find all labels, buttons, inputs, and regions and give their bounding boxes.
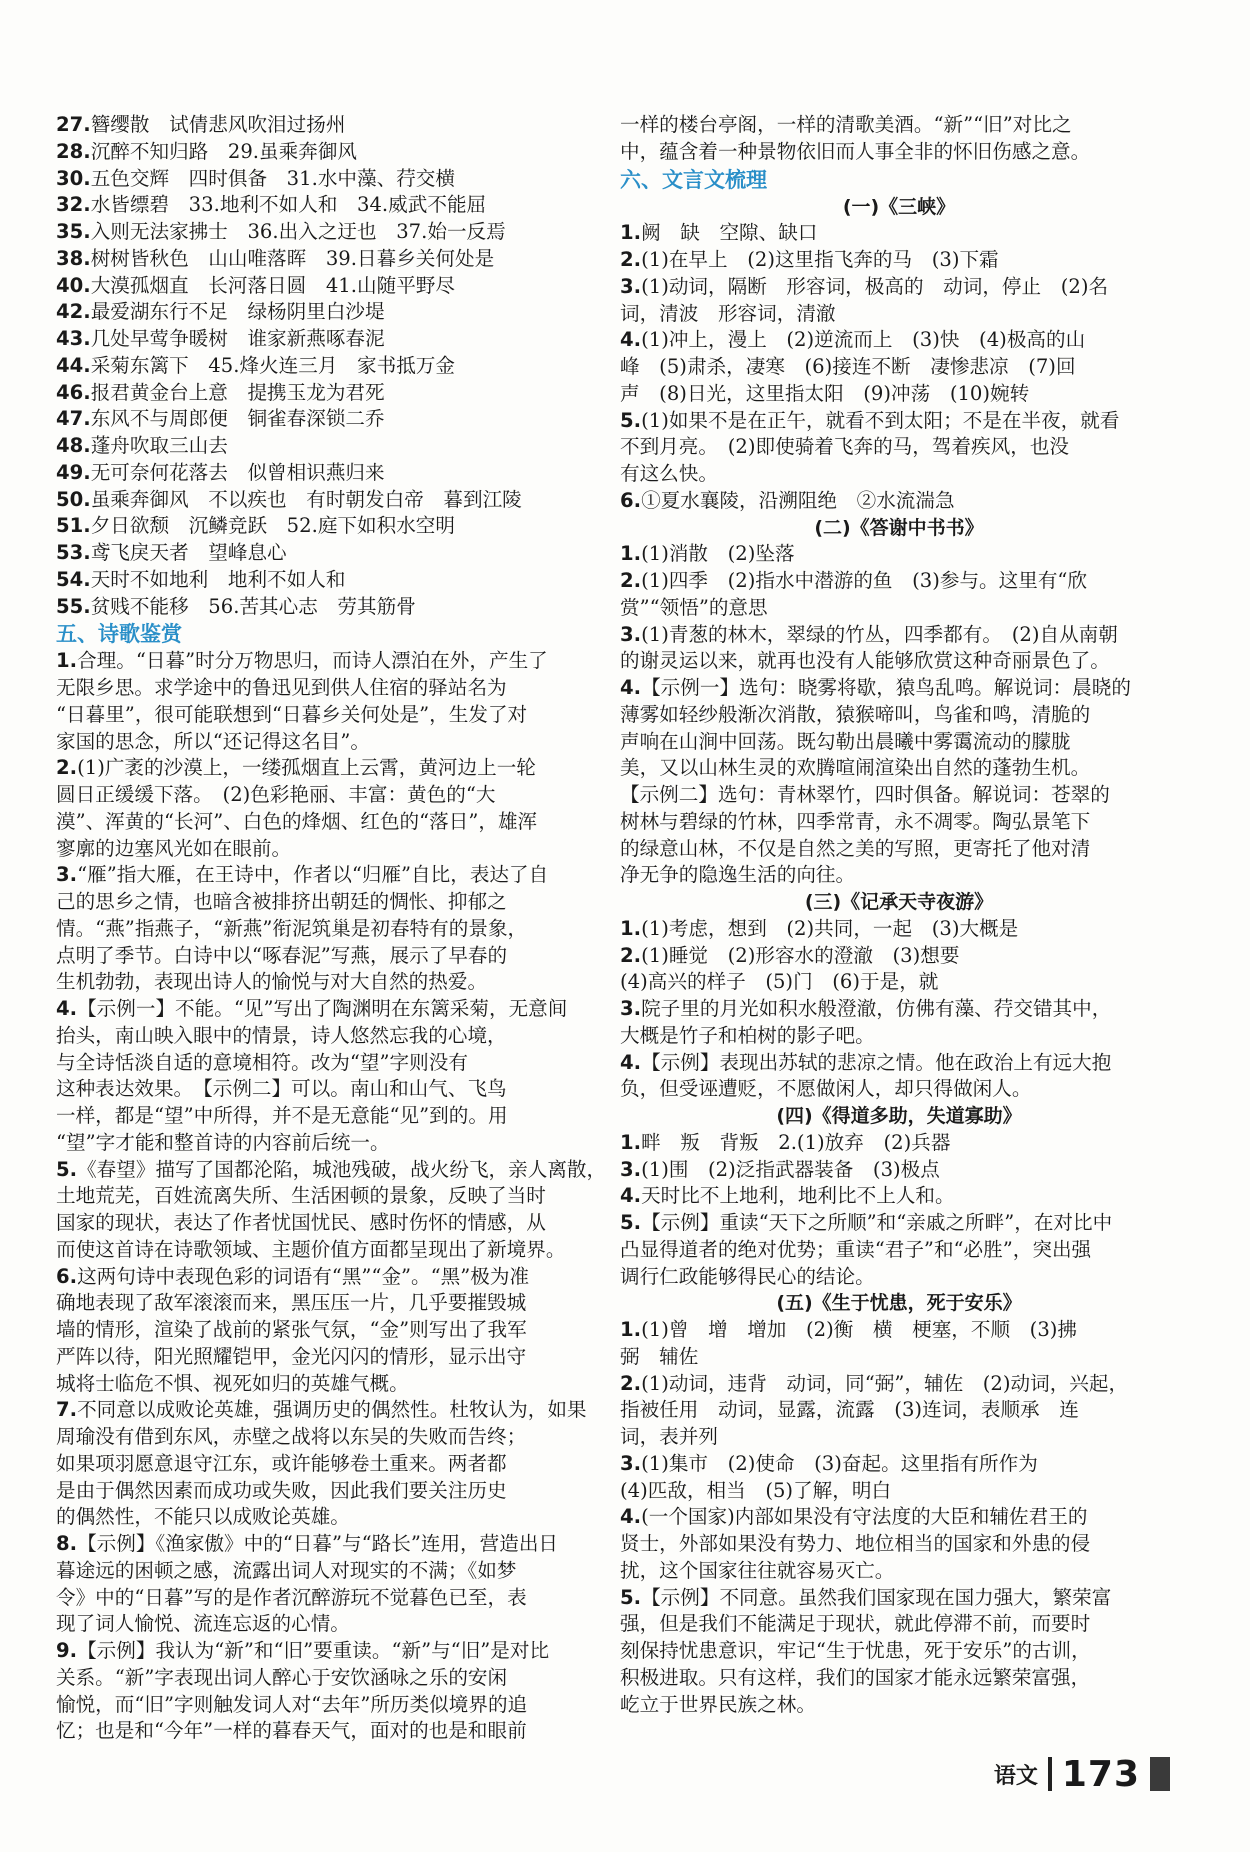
answer-text: 令》中的“日暮”写的是作者沉醉游玩不觉暮色已至，表: [56, 1585, 527, 1609]
item-number: 2.: [620, 569, 642, 592]
answer-line: [620, 1130, 1178, 1157]
answer-text: 净无争的隐逸生活的向往。: [620, 863, 856, 887]
answer-line: [620, 541, 1178, 568]
item-number: 49.: [56, 460, 91, 484]
answer-line: [620, 1050, 1178, 1077]
answer-line: [620, 381, 1178, 408]
answer-line: [56, 353, 608, 380]
answer-line: [620, 1264, 1178, 1291]
item-number: 53.: [56, 541, 91, 564]
answer-line: [56, 1424, 608, 1451]
answer-line: [56, 139, 608, 166]
item-number: 3.: [620, 1451, 642, 1475]
answer-text: 现了词人愉悦、流连忘返的心情。: [56, 1612, 350, 1636]
answer-text: 水皆缥碧 33.地利不如人和 34.威武不能屈: [90, 193, 487, 217]
answer-line: [56, 567, 608, 594]
answer-line: [56, 889, 608, 916]
answer-text: 的绿意山林，不仅是自然之美的写照，更寄托了他对清: [620, 836, 1091, 860]
answer-text: 采菊东篱下 45.烽火连三月 家书抵万金: [90, 353, 455, 377]
item-number: 50.: [56, 487, 91, 511]
answer-text: 【示例】《渔家傲》中的“日暮”与“路长”连用，营造出日: [77, 1532, 559, 1555]
answer-text: 负，但受诬遭贬，不愿做闲人，却只得做闲人。: [620, 1077, 1032, 1101]
answer-text: 一样的楼台亭阁，一样的清歌美酒。“新”“旧”对比之: [620, 113, 1072, 136]
item-number: 40.: [56, 273, 91, 297]
item-number: 55.: [56, 594, 91, 618]
item-number: 4.: [56, 997, 78, 1020]
answer-text: 无限乡思。求学途中的鲁迅见到供人住宿的驿站名为: [56, 676, 507, 699]
answer-line: [620, 1504, 1178, 1531]
answer-text: 寥廓的边塞风光如在眼前。: [56, 836, 292, 860]
answer-text: 《春望》描写了国都沦陷，城池残破，战火纷飞，亲人离散，: [77, 1157, 607, 1181]
item-number: 5.: [620, 408, 642, 432]
item-number: 47.: [56, 407, 91, 431]
answer-text: (1)考虑，想到 (2)共同，一起 (3)大概是: [641, 916, 1019, 940]
answer-text: 国家的现状，表达了作者忧国忧民、感时伤怀的情感，从: [56, 1211, 546, 1234]
answer-line: [56, 380, 608, 407]
answer-text: (4)高兴的样子 (5)门 (6)于是，就: [620, 970, 939, 994]
answer-text: 树树皆秋色 山山唯落晖 39.日暮乡关何处是: [90, 246, 495, 270]
answer-line: [56, 862, 608, 889]
item-number: 1.: [620, 221, 642, 245]
answer-line: [620, 1558, 1178, 1585]
answer-text: 词，清波 形容词，清澈: [620, 301, 836, 325]
answer-text: 【示例】表现出苏轼的悲凉之情。他在政治上有远大抱: [641, 1050, 1112, 1074]
answer-line: [56, 1130, 608, 1157]
answer-text: ①夏水襄陵，沿溯阻绝 ②水流湍急: [641, 488, 955, 512]
answer-line: [620, 488, 1178, 515]
answer-line: [56, 487, 608, 514]
answer-text: 指被任用 动词，显露，流露 (3)连词，表顺承 连: [620, 1398, 1079, 1422]
answer-text: 簪缨散 试倩悲风吹泪过扬州: [90, 113, 346, 136]
answer-line: [620, 274, 1178, 301]
answer-line: [56, 1478, 608, 1505]
answer-text: 最爱湖东行不足 绿杨阴里白沙堤: [90, 300, 385, 324]
answer-line: [56, 1638, 608, 1665]
answer-line: [56, 513, 608, 540]
answer-line: [56, 1371, 608, 1398]
answer-text: 周瑜没有借到东风，赤壁之战将以东吴的失败而告终；: [56, 1425, 527, 1448]
answer-line: [56, 1397, 608, 1424]
answer-line: [620, 729, 1178, 756]
item-number: 48.: [56, 434, 91, 457]
answer-line: [620, 434, 1178, 461]
answer-text: 不同意以成败论英雄，强调历史的偶然性。杜牧认为，如果: [77, 1398, 587, 1422]
answer-text: 确地表现了敌军滚滚而来，黑压压一片，几乎要摧毁城: [56, 1291, 527, 1315]
item-number: 32.: [56, 193, 91, 217]
answer-line: [620, 702, 1178, 729]
answer-text: 薄雾如轻纱般渐次消散，猿猴啼叫，鸟雀和鸣，清脆的: [620, 702, 1091, 726]
answer-line: [56, 433, 608, 460]
answer-line: [56, 675, 608, 702]
answer-text: 大漠孤烟直 长河落日圆 41.山随平野尽: [90, 273, 455, 297]
item-number: 6.: [56, 1264, 78, 1288]
answer-line: [620, 1317, 1178, 1344]
answer-text: 【示例一】选句：晓雾将歇，猿鸟乱鸣。解说词：晨晓的: [641, 676, 1131, 699]
answer-text: 积极进取。只有这样，我们的国家才能永远繁荣富强，: [620, 1665, 1091, 1689]
answer-line: [56, 996, 608, 1023]
answer-text: 家国的思念，所以“还记得这名目”。: [56, 729, 370, 753]
answer-line: [620, 1665, 1178, 1692]
answer-text: 【示例】不同意。虽然我们国家现在国力强大，繁荣富: [641, 1585, 1112, 1609]
answer-text: 阙 缺 空隙、缺口: [641, 221, 818, 245]
answer-line: [620, 1451, 1178, 1478]
answer-line: [620, 1638, 1178, 1665]
answer-line: [56, 943, 608, 970]
answer-text: 几处早莺争暖树 谁家新燕啄春泥: [90, 327, 385, 350]
answer-line: [56, 782, 608, 809]
answer-line: [56, 916, 608, 943]
answer-line: [56, 1504, 608, 1531]
answer-text: 土地荒芜，百姓流离失所、生活困顿的景象，反映了当时: [56, 1184, 546, 1208]
answer-text: 树林与碧绿的竹林，四季常青，永不凋零。陶弘景笔下: [620, 809, 1091, 833]
answer-text: (1)睡觉 (2)形容水的澄澈 (3)想要: [641, 943, 960, 967]
answer-line: [620, 1585, 1178, 1612]
answer-line: [56, 1183, 608, 1210]
answer-line: [56, 1237, 608, 1264]
answer-text: 天时不如地利 地利不如人和: [90, 567, 346, 591]
answer-line: [56, 836, 608, 863]
answer-line: [56, 1317, 608, 1344]
section-heading: 六、文言文梳理: [620, 167, 767, 192]
answer-line: [620, 1397, 1178, 1424]
answer-line: [620, 862, 1178, 889]
answer-line: [56, 1611, 608, 1638]
answer-text: 畔 叛 背叛 2.(1)放弃 (2)兵器: [641, 1130, 951, 1154]
answer-line: [56, 219, 608, 246]
answer-line: [56, 460, 608, 487]
answer-text: “雁”指大雁，在王诗中，作者以“归雁”自比，表达了自: [77, 863, 549, 887]
answer-line: [620, 1183, 1178, 1210]
answer-line: [620, 1023, 1178, 1050]
answer-line: [620, 943, 1178, 970]
item-number: 2.: [56, 756, 78, 780]
item-number: 4.: [620, 1184, 642, 1208]
answer-text: 调行仁政能够得民心的结论。: [620, 1264, 875, 1288]
answer-text: (1)消散 (2)坠落: [641, 542, 795, 566]
page-marker-bar: [1150, 1757, 1170, 1791]
answer-text: 【示例二】选句：青林翠竹，四时俱备。解说词：苍翠的: [620, 783, 1110, 806]
item-number: 4.: [620, 676, 642, 699]
answer-text: 如果项羽愿意退守江东，或许能够卷土重来。两者都: [56, 1451, 507, 1475]
answer-text: 忆；也是和“今年”一样的暮春天气，面对的也是和眼前: [56, 1719, 527, 1743]
answer-line: [56, 1531, 608, 1558]
answer-text: 无可奈何花落去 似曾相识燕归来: [90, 460, 385, 484]
answer-line: [620, 247, 1178, 274]
section-heading: 五、诗歌鉴赏: [56, 622, 182, 647]
item-number: 1.: [620, 1130, 642, 1154]
answer-line: [56, 1076, 608, 1103]
answer-text: 己的思乡之情，也暗含被排挤出朝廷的惆怅、抑郁之: [56, 890, 507, 913]
answer-text: 合理。“日暮”时分万物思归，而诗人漂泊在外，产生了: [77, 649, 548, 673]
item-number: 2.: [620, 1371, 642, 1395]
subsection-heading: (二)《答谢中书书》: [814, 516, 984, 539]
answer-text: 【示例一】不能。“见”写出了陶渊明在东篱采菊，无意间: [77, 997, 568, 1020]
item-number: 38.: [56, 246, 91, 270]
item-number: 3.: [620, 622, 642, 646]
answer-line: [620, 301, 1178, 328]
answer-text: (1)集市 (2)使命 (3)奋起。这里指有所作为: [641, 1451, 1038, 1475]
answer-text: (1)青葱的林木，翠绿的竹丛，四季都有。 (2)自从南朝: [641, 622, 1118, 646]
answer-line: [620, 969, 1178, 996]
answer-text: 关系。“新”字表现出词人醉心于安饮涵咏之乐的安闲: [56, 1665, 508, 1689]
answer-line: [56, 112, 608, 139]
answer-text: 强，但是我们不能满足于现状，就此停滞不前，而要时: [620, 1612, 1091, 1636]
item-number: 30.: [56, 166, 91, 190]
answer-text: 的谢灵运以来，就再也没有人能够欣赏这种奇丽景色了。: [620, 649, 1110, 673]
item-number: 46.: [56, 380, 91, 404]
answer-line: [56, 1103, 608, 1130]
subsection-heading: (一)《三峡》: [842, 195, 956, 218]
item-number: 51.: [56, 514, 91, 538]
answer-text: 东风不与周郎便 铜雀春深锁二乔: [90, 407, 385, 431]
answer-text: 蓬舟吹取三山去: [90, 434, 228, 457]
answer-text: “望”字才能和整首诗的内容前后统一。: [56, 1130, 390, 1154]
answer-text: 凸显得道者的绝对优势；重读“君子”和“必胜”，突出强: [620, 1237, 1092, 1261]
answer-text: 虽乘奔御风 不以疾也 有时朝发白帝 暮到江陵: [90, 487, 522, 511]
left-column: [56, 112, 608, 1745]
answer-line: [56, 192, 608, 219]
answer-text: 声 (8)日光，这里指太阳 (9)冲荡 (10)婉转: [620, 381, 1030, 405]
answer-line: [56, 755, 608, 782]
answer-text: 【示例】重读“天下之所顺”和“亲戚之所畔”，在对比中: [641, 1211, 1113, 1234]
answer-line: [56, 1718, 608, 1745]
answer-line: [620, 809, 1178, 836]
answer-line: [620, 996, 1178, 1023]
answer-line: [620, 1611, 1178, 1638]
answer-line: [620, 461, 1178, 488]
answer-text: (1)四季 (2)指水中潜游的鱼 (3)参与。这里有“欣: [641, 569, 1088, 592]
answer-line: [620, 1344, 1178, 1371]
item-number: 5.: [56, 1157, 78, 1181]
answer-text: 抬头，南山映入眼中的情景，诗人悠然忘我的心境，: [56, 1023, 507, 1047]
answer-text: 夕日欲颓 沉鳞竞跃 52.庭下如积水空明: [90, 514, 455, 538]
answer-text: 暮途远的困顿之感，流露出词人对现实的不满；《如梦: [56, 1558, 517, 1582]
item-number: 2.: [620, 248, 642, 271]
answer-text: 漠”、浑黄的“长河”、白色的烽烟、红色的“落日”，雄浑: [56, 809, 538, 833]
answer-line: [620, 1478, 1178, 1505]
answer-line: [620, 1692, 1178, 1719]
answer-text: 五色交辉 四时俱备 31.水中藻、荇交横: [90, 166, 455, 190]
answer-text: (1)在早上 (2)这里指飞奔的马 (3)下霜: [641, 248, 999, 271]
answer-line: [620, 622, 1178, 649]
answer-text: 报君黄金台上意 提携玉龙为君死: [90, 380, 385, 404]
answer-line: [620, 568, 1178, 595]
item-number: 9.: [56, 1639, 78, 1662]
answer-text: 圆日正缓缓下落。 (2)色彩艳丽、丰富：黄色的“大: [56, 783, 496, 806]
item-number: 1.: [620, 1318, 642, 1341]
item-number: 5.: [620, 1585, 642, 1609]
right-column: [620, 112, 1178, 1718]
answer-text: (1)如果不是在正午，就看不到太阳；不是在半夜，就看: [641, 408, 1120, 432]
subsection-heading: (四)《得道多助，失道寡助》: [776, 1105, 1022, 1127]
answer-line: [620, 1424, 1178, 1451]
answer-text: 大概是竹子和柏树的影子吧。: [620, 1023, 875, 1047]
item-number: 1.: [620, 542, 642, 566]
answer-line: [56, 702, 608, 729]
answer-text: 美，又以山林生灵的欢腾喧闹渲染出自然的蓬勃生机。: [620, 756, 1091, 780]
answer-line: [620, 595, 1178, 622]
page-number: 173: [1061, 1753, 1140, 1795]
answer-text: 峰 (5)肃杀，凄寒 (6)接连不断 凄惨悲凉 (7)回: [620, 355, 1076, 378]
answer-line: [56, 273, 608, 300]
answer-line: [620, 1076, 1178, 1103]
answer-line: [56, 1050, 608, 1077]
subject-label: 语文: [993, 1763, 1038, 1789]
item-number: 44.: [56, 353, 91, 377]
answer-text: 赏”“领悟”的意思: [620, 595, 768, 619]
item-number: 35.: [56, 220, 91, 243]
item-number: 1.: [620, 916, 642, 940]
answer-text: (1)围 (2)泛指武器装备 (3)极点: [641, 1157, 940, 1181]
answer-text: 声响在山涧中回荡。既勾勒出晨曦中雾霭流动的朦胧: [620, 729, 1071, 753]
answer-text: 鸢飞戾天者 望峰息心: [90, 541, 287, 564]
answer-text: 这种表达效果。 【示例二】可以。南山和山气、飞鸟: [56, 1077, 507, 1101]
answer-text: 严阵以待，阳光照耀铠甲，金光闪闪的情形，显示出守: [56, 1344, 527, 1368]
item-number: 3.: [56, 863, 78, 887]
answer-line: [56, 1558, 608, 1585]
answer-text: “日暮里”，很可能联想到“日暮乡关何处是”，生发了对: [56, 702, 528, 726]
answer-line: [56, 299, 608, 326]
answer-line: [620, 1237, 1178, 1264]
answer-line: [56, 729, 608, 756]
item-number: 1.: [56, 649, 78, 673]
answer-text: 的偶然性，不能只以成败论英雄。: [56, 1505, 350, 1529]
item-number: 5.: [620, 1211, 642, 1234]
answer-text: 沉醉不知归路 29.虽乘奔御风: [90, 139, 358, 163]
item-number: 7.: [56, 1398, 78, 1422]
answer-text: 屹立于世界民族之林。: [620, 1692, 816, 1716]
answer-text: 入则无法家拂士 36.出入之迂也 37.始一反焉: [90, 220, 506, 243]
answer-text: 点明了季节。白诗中以“啄春泥”写燕，展示了早春的: [56, 943, 508, 967]
answer-text: 与全诗恬淡自适的意境相符。改为“望”字则没有: [56, 1050, 468, 1074]
answer-text: 情。“燕”指燕子，“新燕”衔泥筑巢是初春特有的景象，: [56, 916, 528, 940]
item-number: 4.: [620, 328, 642, 352]
answer-line: [56, 1264, 608, 1291]
answer-line: [620, 1157, 1178, 1184]
answer-text: (1)冲上，漫上 (2)逆流而上 (3)快 (4)极高的山: [641, 328, 1086, 352]
answer-text: 刻保持忧患意识，牢记“生于忧患，死于安乐”的古训，: [620, 1639, 1091, 1662]
answer-text: (1)曾 增 增加 (2)衡 横 梗塞，不顺 (3)拂: [641, 1318, 1078, 1341]
item-number: 3.: [620, 1157, 642, 1181]
answer-text: (4)匹敌，相当 (5)了解，明白: [620, 1478, 892, 1502]
footer-separator: [1048, 1757, 1052, 1791]
answer-line: [56, 1290, 608, 1317]
answer-line: [620, 836, 1178, 863]
answer-text: 扰，这个国家往往就容易灭亡。: [620, 1558, 895, 1582]
answer-line: [56, 648, 608, 675]
answer-text: 天时比不上地利，地利比不上人和。: [641, 1184, 955, 1208]
item-number: 2.: [620, 943, 642, 967]
answer-line: [620, 112, 1178, 139]
item-number: 28.: [56, 139, 91, 163]
answer-line: [56, 809, 608, 836]
answer-line: [56, 1665, 608, 1692]
answer-line: [620, 1531, 1178, 1558]
answer-text: 【示例】我认为“新”和“旧”要重读。“新”与“旧”是对比: [77, 1639, 550, 1662]
answer-line: [56, 969, 608, 996]
answer-line: [620, 220, 1178, 247]
answer-text: 生机勃勃，表现出诗人的愉悦与对大自然的热爱。: [56, 970, 488, 994]
item-number: 3.: [620, 274, 642, 298]
answer-line: [56, 246, 608, 273]
answer-text: 词，表并列: [620, 1425, 718, 1448]
answer-text: 贫贱不能移 56.苦其心志 劳其筋骨: [90, 594, 416, 618]
item-number: 27.: [56, 113, 91, 136]
item-number: 3.: [620, 997, 642, 1020]
answer-line: [620, 648, 1178, 675]
answer-text: (1)动词，违背 动词，同“弼”，辅佐 (2)动词，兴起，: [641, 1371, 1129, 1395]
answer-text: 有这么快。: [620, 462, 718, 485]
answer-text: 贤士，外部如果没有势力、地位相当的国家和外患的侵: [620, 1532, 1091, 1555]
answer-line: [620, 1371, 1178, 1398]
subsection-heading: (三)《记承天寺夜游》: [804, 891, 994, 913]
item-number: 8.: [56, 1532, 78, 1555]
answer-text: (一个国家)内部如果没有守法度的大臣和辅佐君王的: [641, 1505, 1088, 1529]
answer-text: 一样，都是“望”中所得，并不是无意能“见”到的。用: [56, 1104, 508, 1127]
answer-line: [56, 1210, 608, 1237]
subsection-heading: (五)《生于忧患，死于安乐》: [776, 1292, 1022, 1315]
item-number: 43.: [56, 327, 91, 350]
answer-line: [620, 675, 1178, 702]
answer-text: 愉悦，而“旧”字则触发词人对“去年”所历类似境界的追: [56, 1692, 528, 1716]
item-number: 4.: [620, 1505, 642, 1529]
answer-line: [56, 594, 608, 621]
answer-text: 是由于偶然因素而成功或失败，因此我们要关注历史: [56, 1478, 507, 1502]
answer-line: [620, 916, 1178, 943]
answer-line: [56, 326, 608, 353]
page-footer: [994, 1752, 1170, 1796]
answer-line: [56, 1692, 608, 1719]
answer-line: [56, 1157, 608, 1184]
answer-text: 不到月亮。 (2)即使骑着飞奔的马，驾着疾风，也没: [620, 435, 1070, 459]
answer-text: (1)广袤的沙漠上，一缕孤烟直上云霄，黄河边上一轮: [77, 756, 536, 780]
answer-text: 弼 辅佐: [620, 1344, 699, 1368]
answer-line: [56, 1344, 608, 1371]
answer-text: (1)动词，隔断 形容词，极高的 动词，停止 (2)名: [641, 274, 1109, 298]
answer-line: [56, 406, 608, 433]
answer-line: [620, 408, 1178, 435]
answer-line: [56, 1451, 608, 1478]
answer-text: 墙的情形，渲染了战前的紧张气氛，“金”则写出了我军: [56, 1318, 527, 1341]
answer-line: [620, 327, 1178, 354]
answer-text: 这两句诗中表现色彩的词语有“黑”“金”。“黑”极为准: [77, 1264, 530, 1288]
answer-line: [620, 139, 1178, 166]
answer-text: 城将士临危不惧、视死如归的英雄气概。: [56, 1371, 409, 1395]
answer-line: [620, 782, 1178, 809]
item-number: 42.: [56, 300, 91, 324]
answer-line: [56, 1023, 608, 1050]
answer-line: [56, 1585, 608, 1612]
answer-line: [56, 540, 608, 567]
answer-text: 院子里的月光如积水般澄澈，仿佛有藻、荇交错其中，: [641, 997, 1112, 1020]
answer-line: [620, 755, 1178, 782]
answer-line: [620, 354, 1178, 381]
answer-line: [620, 1210, 1178, 1237]
answer-text: 中，蕴含着一种景物依旧而人事全非的怀旧伤感之意。: [620, 139, 1091, 163]
item-number: 4.: [620, 1050, 642, 1074]
item-number: 6.: [620, 488, 642, 512]
item-number: 54.: [56, 567, 91, 591]
answer-text: 而使这首诗在诗歌领域、主题价值方面都呈现出了新境界。: [56, 1237, 566, 1261]
answer-line: [56, 166, 608, 193]
